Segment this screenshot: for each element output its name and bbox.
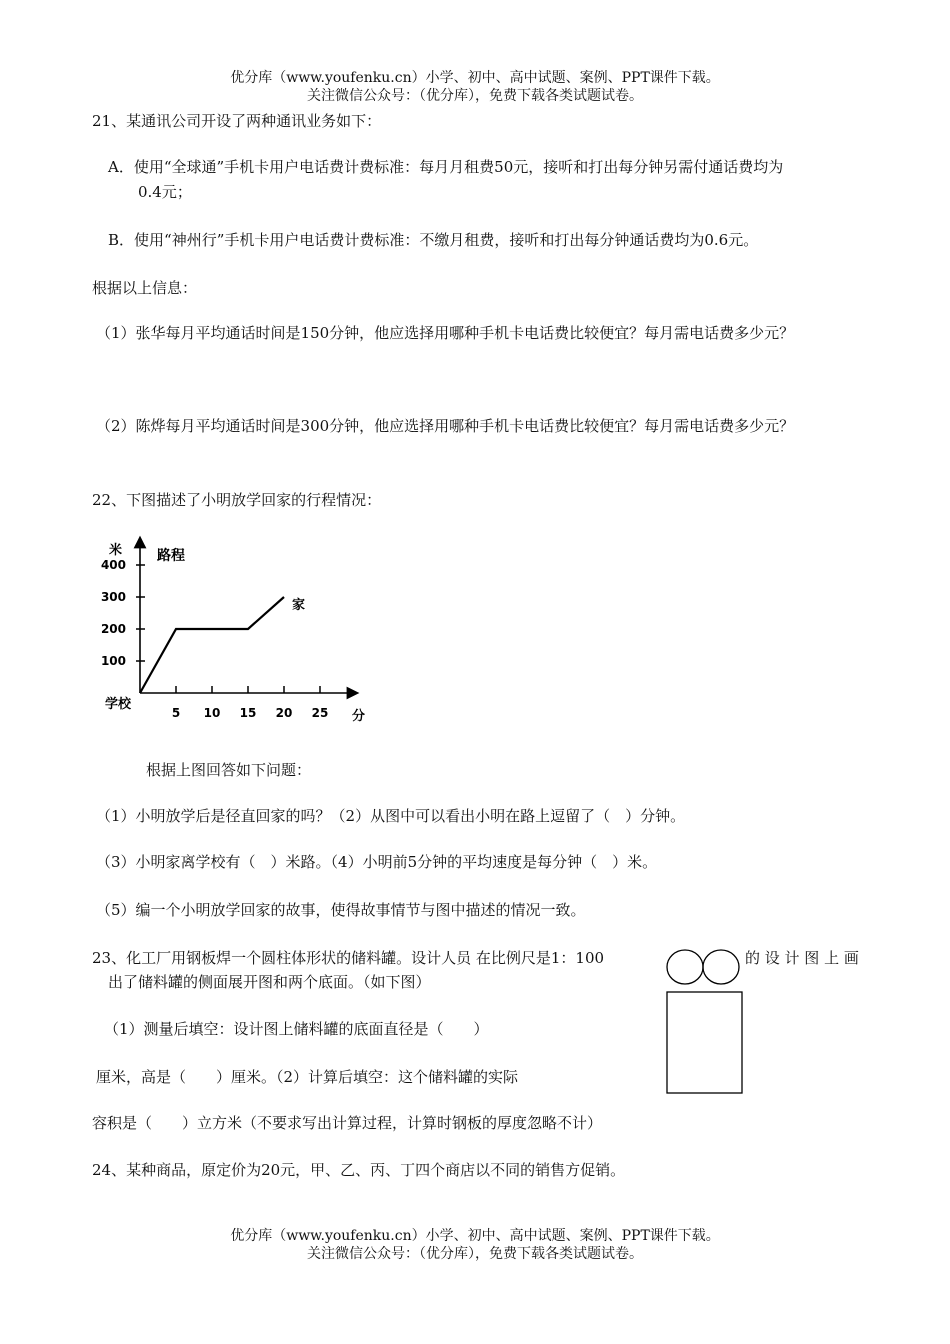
tank-design-diagram <box>660 945 750 1100</box>
tank-side-rectangle <box>667 992 742 1093</box>
chart-y-axis-label: 米 <box>109 543 123 558</box>
footer-line-1: 优分库（www.youfenku.cn）小学、初中、高中试题、案例、PPT课件下载。 <box>230 1228 720 1244</box>
q21-intro: 根据以上信息： <box>92 279 198 297</box>
q21-option-a-cont: 0.4元； <box>138 183 192 201</box>
tank-base-circle-right <box>703 950 739 984</box>
header-line-1: 优分库（www.youfenku.cn）小学、初中、高中试题、案例、PPT课件下载。 <box>230 70 720 86</box>
q23-line-1a: 23、化工厂用钢板焊一个圆柱体形状的储料罐。设计人员 在比例尺是1：100 <box>92 949 605 967</box>
chart-x-tick-label: 10 <box>203 706 221 720</box>
q21-part-1: （1）张华每月平均通话时间是150分钟，他应选择用哪种手机卡电话费比较便宜？每月需电话费多少元？ <box>96 324 795 342</box>
q22-title: 22、下图描述了小明放学回家的行程情况： <box>92 491 382 509</box>
q21-part-2: （2）陈烨每月平均通话时间是300分钟，他应选择用哪种手机卡电话费比较便宜？每月需电话费多少元？ <box>96 417 795 435</box>
q22-part-5: （5）编一个小明放学回家的故事，使得故事情节与图中描述的情况一致。 <box>96 901 586 919</box>
q21-option-b: B．使用“神州行”手机卡用户电话费计费标准：不缴月租费，接听和打出每分钟通话费均为0.6元。 <box>108 231 759 249</box>
q23-part-1: （1）测量后填空：设计图上储料罐的底面直径是（ ） <box>104 1020 489 1038</box>
q22-prompt: 根据上图回答如下问题： <box>146 761 312 779</box>
chart-x-tick-label: 15 <box>239 706 257 720</box>
footer-line-2: 关注微信公众号：（优分库），免费下载各类试题试卷。 <box>307 1246 643 1262</box>
tank-base-circle-left <box>667 950 703 984</box>
q23-line-1b: 的 设 计 图 上 画 <box>745 949 859 967</box>
chart-x-tick-label: 20 <box>275 706 293 720</box>
q22-part-3-4: （3）小明家离学校有（ ）米路。（4）小明前5分钟的平均速度是每分钟（ ）米。 <box>96 853 658 871</box>
chart-y-tick-label: 400 <box>100 558 126 572</box>
q21-title: 21、某通讯公司开设了两种通讯业务如下： <box>92 112 382 130</box>
q23-line-2: 出了储料罐的侧面展开图和两个底面。（如下图） <box>108 973 431 991</box>
q23-part-2-cont: 容积是（ ）立方米（不要求写出计算过程，计算时钢板的厚度忽略不计） <box>92 1114 603 1132</box>
chart-x-tick-label: 25 <box>311 706 329 720</box>
chart-end-label: 家 <box>292 598 306 613</box>
chart-y-tick-label: 100 <box>100 654 126 668</box>
route-chart <box>95 530 385 730</box>
chart-title: 路程 <box>157 548 185 564</box>
chart-x-tick-label: 5 <box>171 706 181 720</box>
chart-y-tick-label: 200 <box>100 622 126 636</box>
chart-y-tick-label: 300 <box>100 590 126 604</box>
chart-series-line <box>140 597 284 693</box>
chart-x-axis-label: 分 <box>352 709 366 724</box>
q24-title: 24、某种商品，原定价为20元，甲、乙、丙、丁四个商店以不同的销售方促销。 <box>92 1161 626 1179</box>
q23-part-1-cont: 厘米，高是（ ）厘米。（2）计算后填空：这个储料罐的实际 <box>96 1068 519 1086</box>
chart-origin-label: 学校 <box>105 697 132 712</box>
q21-option-a: A．使用“全球通”手机卡用户电话费计费标准：每月月租费50元，接听和打出每分钟另需付通话费均为 <box>108 158 784 176</box>
header-line-2: 关注微信公众号：（优分库），免费下载各类试题试卷。 <box>307 88 643 104</box>
q22-part-1-2: （1）小明放学后是径直回家的吗？（2）从图中可以看出小明在路上逗留了（ ）分钟。 <box>96 807 686 825</box>
